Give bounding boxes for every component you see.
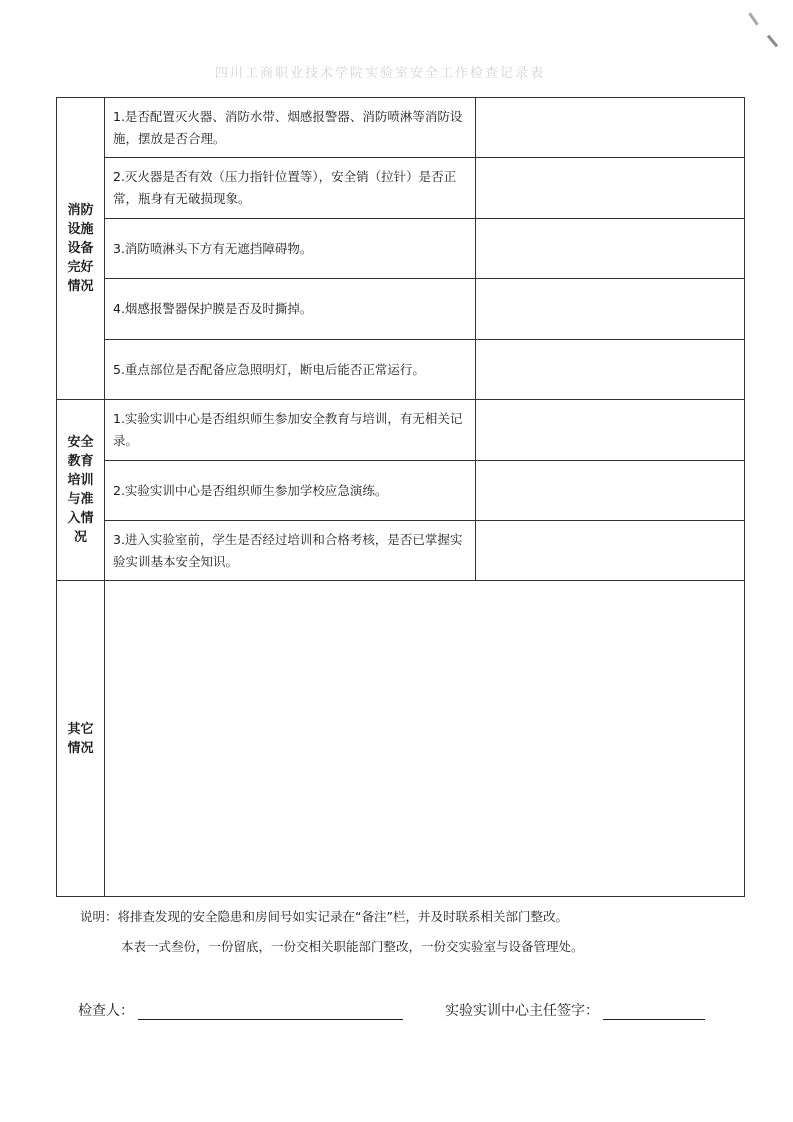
check-item: 3.消防喷淋头下方有无遮挡障碍物。: [105, 219, 476, 279]
check-item: 2.灭火器是否有效（压力指针位置等），安全销（拉针）是否正常，瓶身有无破损现象。: [105, 158, 476, 219]
faded-page-title: 四川工商职业技术学院实验室安全工作检查记录表: [215, 66, 546, 81]
check-item: 1.是否配置灭火器、消防水带、烟感报警器、消防喷淋等消防设施，摆放是否合理。: [105, 98, 476, 158]
remark-cell[interactable]: [476, 461, 745, 521]
remark-cell[interactable]: [476, 521, 745, 581]
check-item: 1.实验实训中心是否组织师生参加安全教育与培训，有无相关记录。: [105, 400, 476, 461]
category-label: 安全 教育 培训 与准 入情 况: [67, 435, 94, 545]
table-row: [57, 219, 745, 279]
category-fire-facilities: [57, 98, 105, 400]
note-line-2: 本表一式叁份，一份留底，一份交相关职能部门整改，一份交实验室与设备管理处。: [121, 939, 584, 954]
category-other: [57, 581, 105, 897]
table-row: [57, 340, 745, 400]
director-label: 实验实训中心主任签字：: [445, 1003, 599, 1019]
inspection-table: [56, 97, 745, 897]
remark-cell[interactable]: [476, 98, 745, 158]
inspector-signature-line[interactable]: [138, 1005, 403, 1020]
remark-cell[interactable]: [476, 340, 745, 400]
check-item: 5.重点部位是否配备应急照明灯，断电后能否正常运行。: [105, 340, 476, 400]
table-row: [57, 400, 745, 461]
remark-cell[interactable]: [476, 400, 745, 461]
category-label: 消防 设施 设备 完好 情况: [67, 203, 94, 294]
category-label: 其它 情况: [67, 721, 94, 756]
table-row: [57, 98, 745, 158]
table-row: [57, 158, 745, 219]
remark-cell[interactable]: [476, 158, 745, 219]
instructions: [80, 902, 584, 962]
inspector-label: 检查人：: [78, 1003, 134, 1019]
check-item: 3.进入实验室前，学生是否经过培训和合格考核，是否已掌握实验实训基本安全知识。: [105, 521, 476, 581]
inspector-signature: [78, 1000, 403, 1020]
table-row: [57, 581, 745, 897]
other-notes-area[interactable]: [105, 581, 745, 897]
note-line-1: 说明：将排查发现的安全隐患和房间号如实记录在“备注”栏，并及时联系相关部门整改。: [80, 909, 568, 924]
director-signature-line[interactable]: [603, 1005, 705, 1020]
remark-cell[interactable]: [476, 219, 745, 279]
staple-mark: [748, 12, 758, 25]
staple-mark: [767, 35, 778, 48]
check-item: 4.烟感报警器保护膜是否及时撕掉。: [105, 279, 476, 340]
table-row: [57, 521, 745, 581]
check-item: 2.实验实训中心是否组织师生参加学校应急演练。: [105, 461, 476, 521]
table-row: [57, 279, 745, 340]
category-safety-training: [57, 400, 105, 581]
director-signature: [445, 1000, 705, 1020]
remark-cell[interactable]: [476, 279, 745, 340]
table-row: [57, 461, 745, 521]
